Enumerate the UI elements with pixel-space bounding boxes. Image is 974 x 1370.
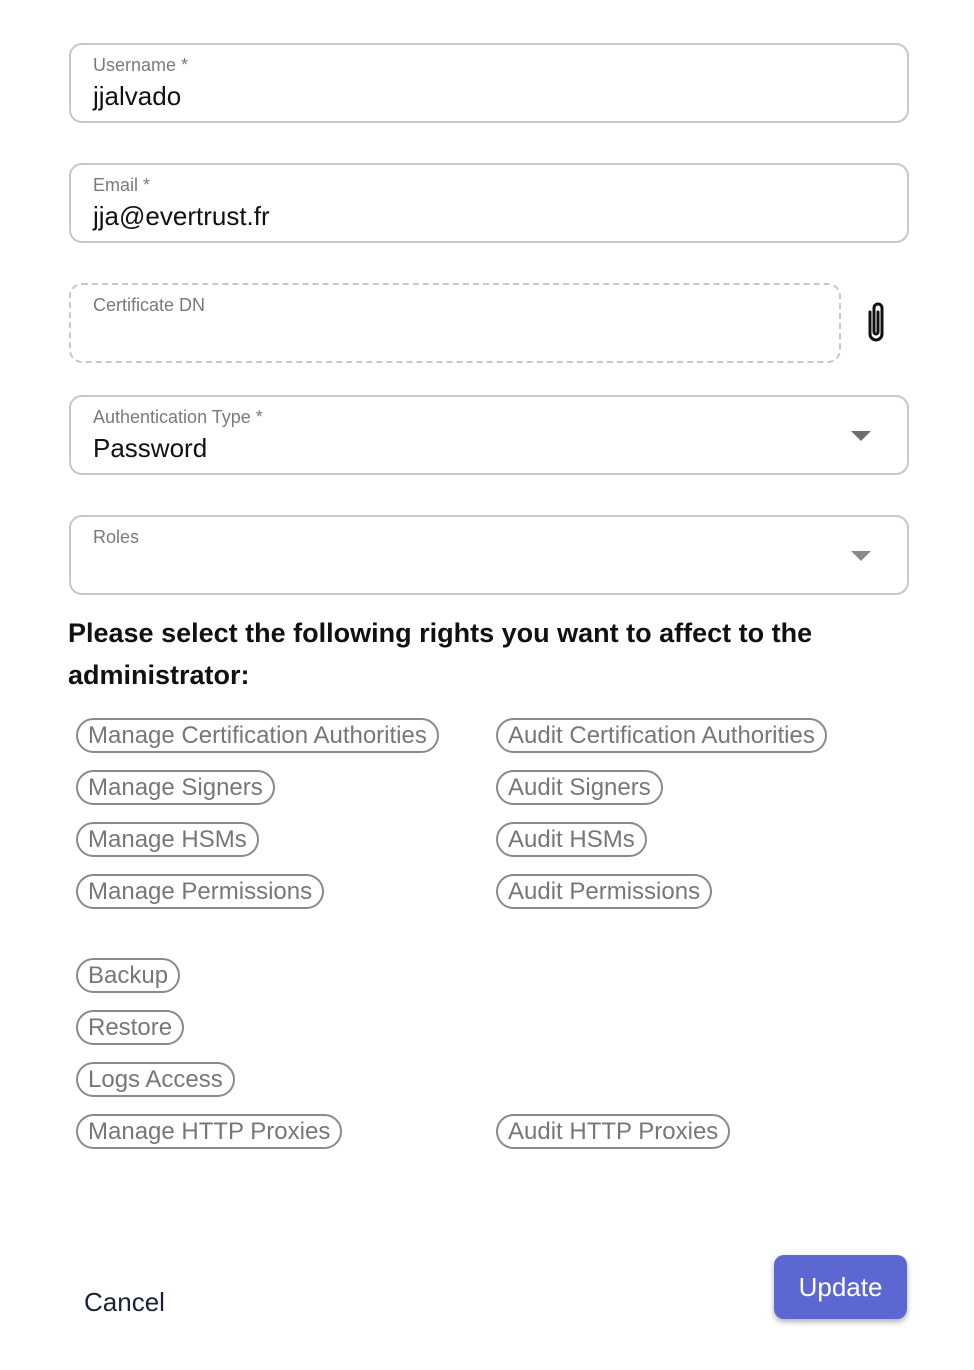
username-field[interactable] [69, 43, 909, 123]
chip-audit-signers[interactable]: Audit Signers [496, 770, 663, 805]
chip-restore[interactable]: Restore [76, 1010, 184, 1045]
certificate-dn-field[interactable] [69, 283, 841, 363]
email-field[interactable] [69, 163, 909, 243]
chip-logs-access[interactable]: Logs Access [76, 1062, 235, 1097]
email-label: Email * [93, 175, 151, 195]
rights-heading: Please select the following rights you want to affect to the administrator: [68, 618, 813, 690]
roles-label: Roles [93, 527, 140, 547]
chip-manage-signers[interactable]: Manage Signers [76, 770, 275, 805]
update-button[interactable]: Update [774, 1255, 907, 1319]
cancel-button[interactable]: Cancel [84, 1287, 165, 1317]
chip-manage-http-proxies[interactable]: Manage HTTP Proxies [76, 1114, 342, 1149]
username-value: jjalvado [93, 81, 182, 111]
chip-manage-permissions[interactable]: Manage Permissions [76, 874, 324, 909]
chevron-down-icon [851, 431, 871, 441]
chip-manage-ca[interactable]: Manage Certification Authorities [76, 718, 439, 753]
authentication-type-select[interactable] [69, 395, 909, 475]
authentication-type-value: Password [93, 433, 208, 463]
paperclip-icon[interactable] [860, 298, 892, 351]
username-label: Username * [93, 55, 189, 75]
certificate-dn-label: Certificate DN [93, 295, 206, 315]
chip-audit-hsms[interactable]: Audit HSMs [496, 822, 647, 857]
roles-select[interactable] [69, 515, 909, 595]
chip-audit-ca[interactable]: Audit Certification Authorities [496, 718, 827, 753]
chevron-down-icon [851, 551, 871, 561]
authentication-type-label: Authentication Type * [93, 407, 263, 427]
email-value: jja@evertrust.fr [93, 201, 270, 231]
chip-backup[interactable]: Backup [76, 958, 180, 993]
chip-audit-permissions[interactable]: Audit Permissions [496, 874, 712, 909]
chip-audit-http-proxies[interactable]: Audit HTTP Proxies [496, 1114, 730, 1149]
chip-manage-hsms[interactable]: Manage HSMs [76, 822, 259, 857]
